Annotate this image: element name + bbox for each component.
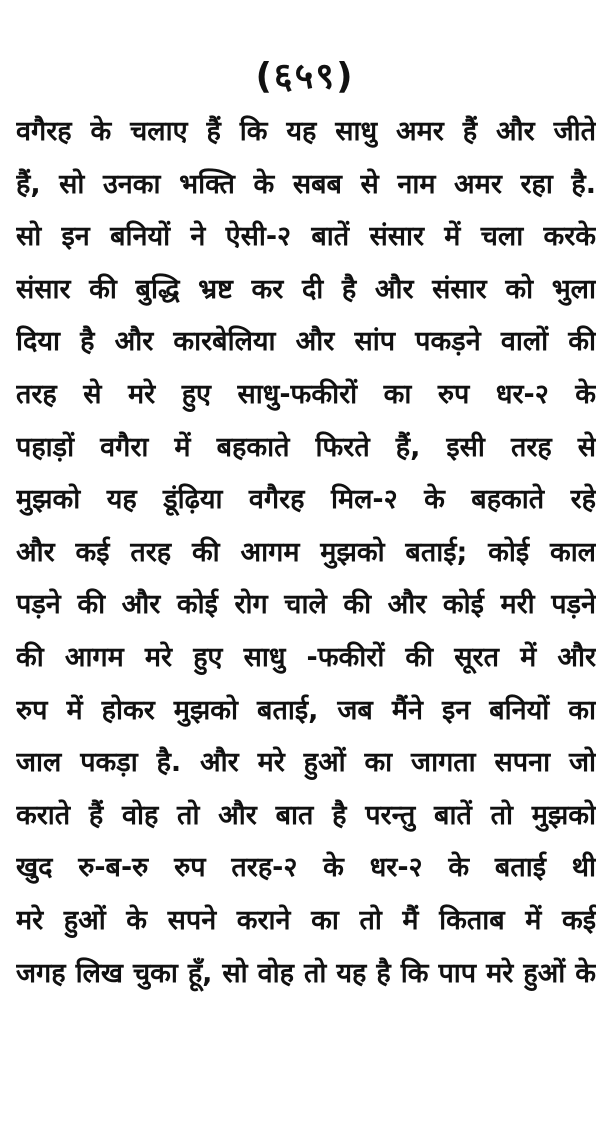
text-line: हैं, सो उनका भक्ति के सबब से नाम अमर रहा है.	[16, 168, 596, 200]
text-line: कराते हैं वोह तो और बात है परन्तु बातें तो मुझको	[16, 799, 596, 831]
text-line: दिया है और कारबेलिया और सांप पकड़ने वालों की	[16, 326, 596, 358]
text-line: संसार की बुद्धि भ्रष्ट कर दी है और संसार को भुला	[16, 273, 596, 305]
text-line: तरह से मरे हुए साधु-फकीरों का रुप धर-२ के	[16, 378, 596, 410]
text-line: पड़ने की और कोई रोग चाले की और कोई मरी पड़ने	[16, 589, 596, 621]
text-line: पहाड़ों वगैरा में बहकाते फिरते हैं, इसी तरह से	[16, 431, 596, 463]
text-line: वगैरह के चलाए हैं कि यह साधु अमर हैं और जीते	[16, 116, 596, 147]
text-line: खुद रु-ब-रु रुप तरह-२ के धर-२ के बताई थी	[16, 852, 596, 884]
text-line: मरे हुओं के सपने कराने का तो मैं किताब में कई	[16, 904, 596, 936]
text-line: मुझको यह डूंढ़िया वगैरह मिल-२ के बहकाते रहे	[16, 484, 596, 516]
text-line: जाल पकड़ा है. और मरे हुओं का जागता सपना जो	[16, 747, 596, 779]
text-line: और कई तरह की आगम मुझको बताई; कोई काल	[16, 536, 596, 568]
text-line: जगह लिख चुका हूँ, सो वोह तो यह है कि पाप मरे हुओं के	[16, 957, 596, 989]
text-line: की आगम मरे हुए साधु -फकीरों की सूरत में और	[16, 641, 596, 673]
text-line: सो इन बनियों ने ऐसी-२ बातें संसार में चला करके	[16, 221, 596, 253]
body-text	[16, 106, 596, 1000]
page-number: (६५९)	[255, 56, 355, 97]
text-line: रुप में होकर मुझको बताई, जब मैंने इन बनियों का	[16, 694, 596, 726]
